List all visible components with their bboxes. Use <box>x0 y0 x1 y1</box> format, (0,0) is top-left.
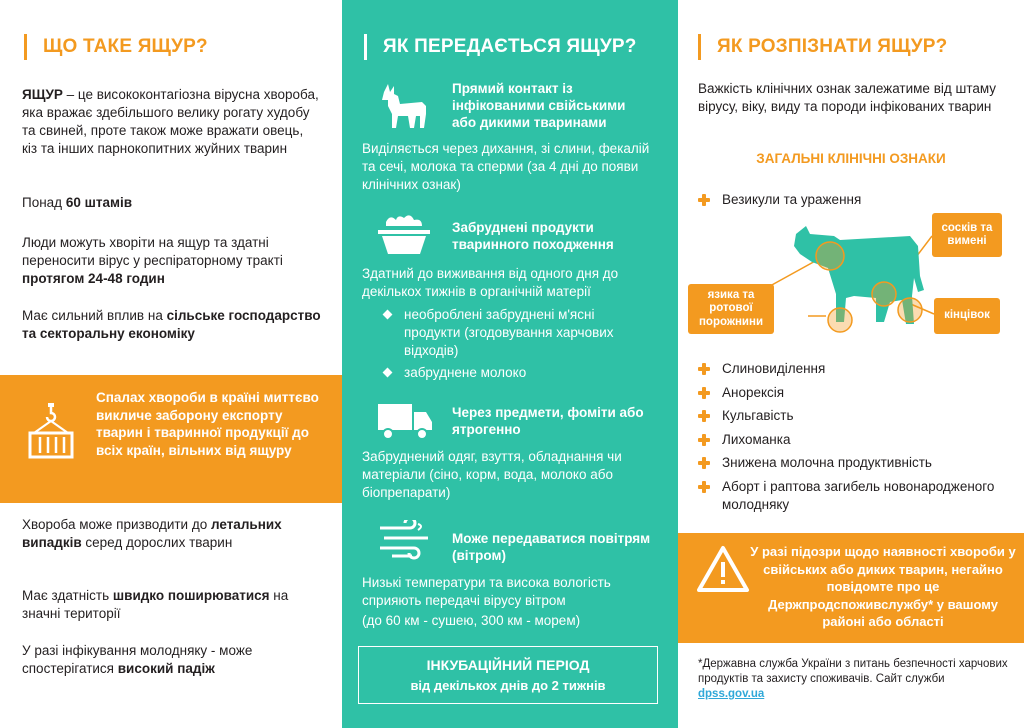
plus-icon <box>698 363 710 375</box>
lethal-paragraph <box>22 516 322 552</box>
list-item <box>382 364 650 382</box>
lethal-post: серед дорослих тварин <box>81 535 233 550</box>
list-item-text: Знижена молочна продуктивність <box>722 455 932 470</box>
mortality-paragraph <box>22 642 322 678</box>
lethal-pre: Хвороба може призводити до <box>22 517 211 532</box>
spread-post: на значні території <box>22 588 289 621</box>
clinical-signs-title: ЗАГАЛЬНІ КЛІНІЧНІ ОЗНАКИ <box>756 151 946 166</box>
callout-udder: сосків та вимені <box>932 213 1002 257</box>
list-item <box>382 306 650 360</box>
mortality-bold: високий падіж <box>117 661 215 676</box>
plus-icon <box>698 410 710 422</box>
report-alert-text: У разі підозри щодо наявності хвороби у свійських або диких тварин, негайно повідомте про це Держпродспоживслужбу* у вашому районі або області <box>750 544 1016 629</box>
spread-pre: Має здатність <box>22 588 113 603</box>
plus-icon <box>698 194 710 206</box>
list-item-text: Анорексія <box>722 384 785 400</box>
list-item <box>698 360 1014 378</box>
heading-bar <box>698 34 701 60</box>
heading-bar <box>364 34 367 60</box>
export-ban-block <box>0 375 342 503</box>
crane-container-icon <box>24 403 78 461</box>
fomites-text: Забруднений одяг, взуття, обладнання чи матеріали (сіно, корм, вода, молоко або біопрепарати) <box>362 449 622 500</box>
plus-icon <box>698 457 710 469</box>
definition-paragraph <box>22 86 322 158</box>
humans-paragraph <box>22 234 322 288</box>
incubation-title: ІНКУБАЦІЙНИЙ ПЕРІОД <box>426 657 590 673</box>
airborne-distance: (до 60 км - сушею, 300 км - морем) <box>362 613 581 628</box>
heading-text: ЩО ТАКЕ ЯЩУР? <box>43 36 208 57</box>
incubation-box <box>358 646 658 704</box>
impact-paragraph <box>22 307 322 343</box>
column-transmission <box>342 0 678 728</box>
plus-icon <box>698 387 710 399</box>
callout-mouth: язика та ротової порожнини <box>688 284 774 334</box>
list-item-text: Лихоманка <box>722 431 791 447</box>
export-ban-text: Спалах хвороби в країні миттєво викличе заборону експорту тварин і тваринної продукції до всіх країн, вільних від ящуру <box>96 390 319 458</box>
mortality-pre: У разі інфікування молодняку - може спостерігатися <box>22 643 253 676</box>
heading-bar <box>24 34 27 60</box>
list-item-text: Кульгавість <box>722 408 794 423</box>
wind-icon <box>378 520 434 562</box>
list-item <box>698 431 1014 449</box>
strains-paragraph <box>22 194 322 212</box>
plus-icon <box>698 434 710 446</box>
impact-bold: сільське господарство та секторальну економіку <box>22 308 321 341</box>
contaminated-products-text: Здатний до виживання від одного дня до декількох тижнів в органічній матерії <box>362 266 619 299</box>
heading-recognition <box>698 34 947 60</box>
impact-text: Має сильний вплив на <box>22 308 167 323</box>
list-item-text: Везикули та ураження <box>722 192 862 207</box>
goat-icon <box>378 82 430 130</box>
lethal-bold: летальних випадків <box>22 517 282 550</box>
heading-what-is <box>24 34 208 60</box>
dpss-link[interactable]: dpss.gov.ua <box>698 688 765 700</box>
humans-duration: протягом 24-48 годин <box>22 271 165 286</box>
direct-contact-title: Прямий контакт із інфікованими свійськими або дикими тваринами <box>452 81 626 130</box>
definition-text: – це висококонтагіозна вірусна хвороба, яка вражає здебільшого велику рогату худобу та свиней, проте також може вражати овець, кіз та інших парнокопитних жуйних тварин <box>22 87 319 156</box>
list-item <box>698 407 1014 425</box>
list-item-text: необроблені забруднені м'ясні продукти (згодовування харчових відходів) <box>404 307 614 358</box>
list-item-text: Слиновиділення <box>722 361 826 376</box>
severity-intro: Важкість клінічних ознак залежатиме від штаму вірусу, віку, виду та породи інфікованих тварин <box>698 81 997 114</box>
food-basket-icon <box>376 212 432 256</box>
callout-hooves: кінцівок <box>934 298 1000 334</box>
spread-bold: швидко поширюватися <box>112 588 270 603</box>
column-what-is <box>0 0 342 728</box>
airborne-text: Низькі температури та висока вологість сприяють передачі вірусу вітром <box>362 575 611 608</box>
truck-icon <box>378 402 434 440</box>
heading-text: ЯК ПЕРЕДАЄТЬСЯ ЯЩУР? <box>383 36 637 57</box>
report-alert-block <box>678 533 1024 643</box>
spread-paragraph <box>22 587 322 623</box>
strains-count: 60 штамів <box>65 195 132 210</box>
heading-transmission <box>364 34 637 60</box>
fomites-title: Через предмети, фоміти або ятрогенно <box>452 405 644 437</box>
list-item-text: забруднене молоко <box>404 365 527 380</box>
footnote <box>698 657 1014 702</box>
term: ЯЩУР <box>22 87 63 102</box>
clinical-signs-list <box>698 360 1014 519</box>
diamond-bullet-icon <box>383 368 393 378</box>
contaminated-products-title: Забруднені продукти тваринного походження <box>452 220 614 252</box>
list-item <box>698 384 1014 402</box>
list-item-text: Аборт і раптова загибель новонародженого молодняку <box>722 478 995 512</box>
footnote-text: *Державна служба України з питань безпечності харчових продуктів та захисту споживачів. Сайт служби <box>698 658 1008 685</box>
list-item <box>698 454 1014 472</box>
contaminated-products-list <box>382 306 650 386</box>
heading-text: ЯК РОЗПІЗНАТИ ЯЩУР? <box>717 36 948 57</box>
strains-pre: Понад <box>22 195 66 210</box>
plus-icon <box>698 481 710 493</box>
diamond-bullet-icon <box>383 310 393 320</box>
list-item <box>698 478 1014 514</box>
airborne-title: Може передаватися повітрям (вітром) <box>452 531 651 563</box>
direct-contact-text: Виділяється через дихання, зі слини, фекалій та сечі, молока та сперми (за 4 дні до появи клінічних ознак) <box>362 141 650 192</box>
incubation-value: від декількох днів до 2 тижнів <box>410 678 606 693</box>
humans-text: Люди можуть хворіти на ящур та здатні переносити вірус у респіраторному тракті <box>22 235 283 268</box>
